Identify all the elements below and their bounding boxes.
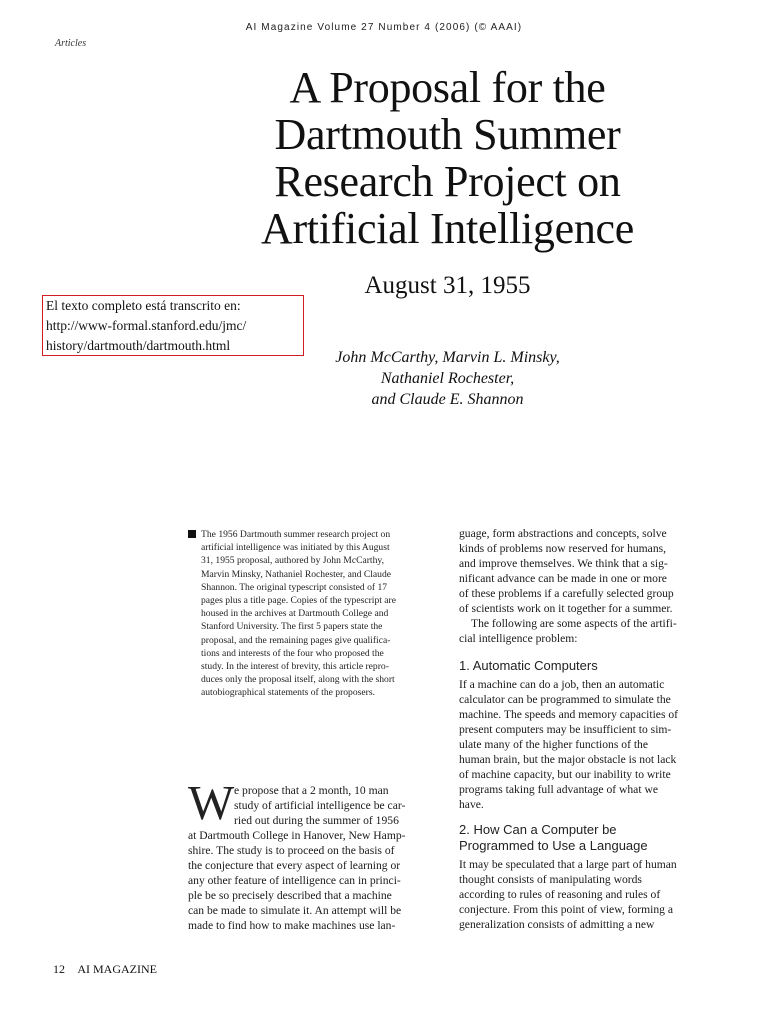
body-left-column [188,775,440,933]
transcription-note-box [42,295,304,356]
body-line: made to find how to make machines use lan- [188,919,396,932]
magazine-name: AI MAGAZINE [77,962,157,976]
body-line: have. [459,798,484,811]
body-line: can be made to simulate it. An attempt will be [188,904,402,917]
abstract-line: autobiographical statements of the proposers. [201,687,375,699]
abstract-line: Stanford University. The first 5 papers state the [201,621,383,633]
proposal-date: August 31, 1955 [364,272,531,299]
body-line: cial intelligence problem: [459,632,578,645]
body-line: human brain, but the major obstacle is not lack [459,753,677,766]
abstract-line: Shannon. The original typescript consisted of 17 [201,581,388,593]
note-link-line: http://www-formal.stanford.edu/jmc/ [46,318,247,333]
section-heading: 2. How Can a Computer be [459,822,617,837]
note-line: El texto completo está transcrito en: [46,298,241,313]
abstract-line: pages plus a title page. Copies of the typescript are [201,595,397,607]
body-line: ried out during the summer of 1956 [234,814,399,827]
article-title [200,64,695,252]
body-line: at Dartmouth College in Hanover, New Hamp- [188,829,406,842]
abstract-line: duces only the proposal itself, along with the short [201,674,395,686]
body-line: nificant advance can be made in one or more [459,572,667,585]
body-line: of machine capacity, but our inability to write [459,768,671,781]
body-line: machine. The speeds and memory capacities of [459,708,679,721]
abstract-line: study. In the interest of brevity, this article repro- [201,661,389,673]
body-line: conjecture. From this point of view, forming a [459,903,674,916]
body-line: the conjecture that every aspect of learning or [188,859,401,872]
abstract-line: The 1956 Dartmouth summer research project on [201,529,391,540]
body-line: kinds of problems now reserved for humans, [459,542,667,555]
abstract-line: artificial intelligence was initiated by this August [201,542,390,554]
body-line: study of artificial intelligence be car- [234,799,406,812]
author-line: Nathaniel Rochester, [380,370,515,387]
title-line: Dartmouth Summer [274,110,621,159]
body-line: of these problems if a carefully selected group [459,587,674,600]
page-footer [53,962,167,977]
journal-header: AI Magazine Volume 27 Number 4 (2006) (© AAAI) [245,22,523,33]
body-line: programs taking full advantage of what we [459,783,658,796]
body-line: according to rules of reasoning and rules of [459,888,661,901]
square-bullet-icon [188,530,196,538]
body-line: present computers may be insufficient to sim- [459,723,672,736]
body-right-column [459,526,711,932]
section-heading: 1. Automatic Computers [459,658,598,673]
body-line: calculator can be programmed to simulate the [459,693,671,706]
body-line: ple be so precisely described that a machine [188,889,392,902]
page-number: 12 [53,962,65,976]
title-line: A Proposal for the [289,63,606,112]
body-line: generalization consists of admitting a new [459,918,655,931]
authors-block [300,347,595,410]
abstract-line: proposal, and the remaining pages give qualifica- [201,634,391,646]
body-line: ulate many of the higher functions of the [459,738,648,751]
body-line: guage, form abstractions and concepts, solve [459,527,667,540]
abstract [188,528,438,700]
title-line: Research Project on [274,157,621,206]
drop-cap: W [188,775,235,830]
body-line: of scientists work on it together for a summer. [459,602,673,615]
body-line: any other feature of intelligence can in princi- [188,874,401,887]
author-line: John McCarthy, Marvin L. Minsky, [335,349,560,366]
body-line: If a machine can do a job, then an automatic [459,678,665,691]
abstract-line: tions and interests of the four who proposed the [201,647,384,659]
abstract-line: Marvin Minsky, Nathaniel Rochester, and Claude [201,568,392,580]
note-link-line: history/dartmouth/dartmouth.html [46,338,231,353]
abstract-line: housed in the archives at Dartmouth College and [201,608,389,620]
title-line: Artificial Intelligence [260,204,635,253]
abstract-line: 31, 1955 proposal, authored by John McCarthy, [201,555,384,567]
body-line: e propose that a 2 month, 10 man [234,784,389,797]
body-line: shire. The study is to proceed on the basis of [188,844,395,857]
body-line: thought consists of manipulating words [459,873,642,886]
section-label: Articles [55,38,87,49]
section-heading: Programmed to Use a Language [459,838,648,853]
body-line: The following are some aspects of the artifi- [471,617,677,630]
body-line: and improve themselves. We think that a sig- [459,557,668,570]
author-line: and Claude E. Shannon [371,391,524,408]
body-line: It may be speculated that a large part of human [459,858,677,871]
